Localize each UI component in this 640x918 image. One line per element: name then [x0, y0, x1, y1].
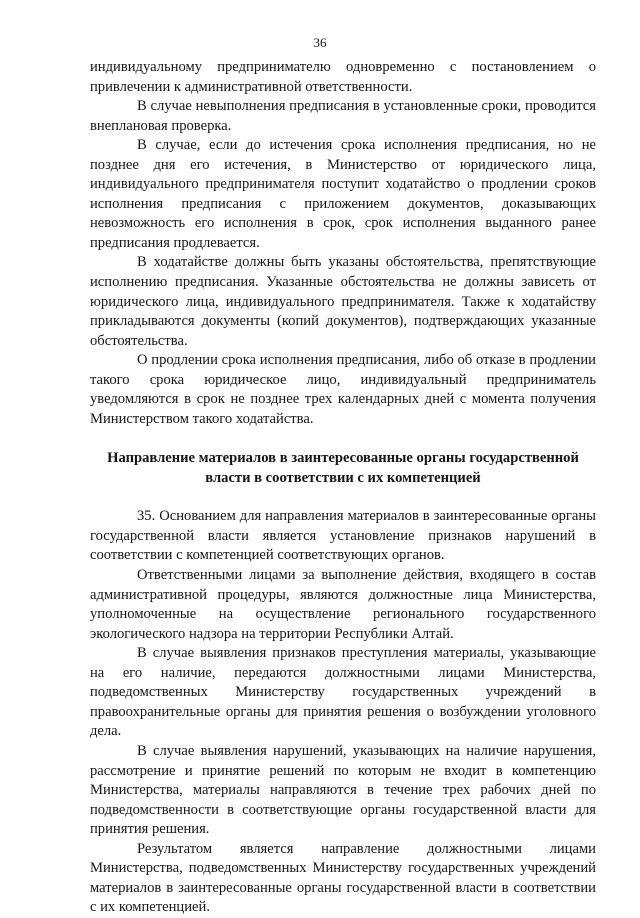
paragraph-responsible-persons: Ответственными лицами за выполнение действия, входящего в состав административной процедуры, являются должностные лица Министерства, уполномоченные на осуществление регионального государственного экологического надзора на территории Республики Алтай. [90, 567, 596, 642]
paragraph-crime-signs: В случае выявления признаков преступления материалы, указывающие на его наличие, передаются должностными лицами Министерства, подведомственных Министерству государственных учреждений в правоохранительные органы для принятия решения о возбуждении уголовного дела. [90, 645, 596, 740]
section-heading: Направление материалов в заинтересованные органы государственной власти в соответствии с их компетенцией [107, 450, 579, 487]
paragraph-item-35: 35. Основанием для направления материалов в заинтересованные органы государственной власти является установление признаков нарушений в соответствии с компетенцией соответствующих органов. [90, 508, 596, 564]
paragraph-extension-notification: О продлении срока исполнения предписания, либо об отказе в продлении такого срока юридическое лицо, индивидуальный предприниматель уведомляются в срок не позднее трех календарных дней с момента получения Министерством такого ходатайства. [90, 352, 596, 427]
paragraph-unplanned-inspection: В случае невыполнения предписания в установленные сроки, проводится внеплановая проверка. [90, 98, 596, 134]
paragraph-violations-jurisdiction: В случае выявления нарушений, указывающих на наличие нарушения, рассмотрение и принятие решений по которым не входит в компетенцию Министерства, материалы направляются в течение трех рабочих дней по подведомственности в соответствующие органы государственной власти для принятия решения. [90, 742, 596, 838]
page-number: 36 [313, 35, 327, 50]
paragraph-result: Результатом является направление должностными лицами Министерства, подведомственных Министерству государственных учреждений материалов в заинтересованные органы государственной власти в соответствии с их компетенцией. [90, 840, 596, 916]
paragraph-extension-request: В случае, если до истечения срока исполнения предписания, но не позднее дня его истечения, в Министерство от юридического лица, индивидуального предпринимателя поступит ходатайство о продлении сроков исполнения предписания с приложением документов, доказывающих невозможность его исполнения в срок, срок исполнения выданного ранее предписания продлевается. [90, 137, 596, 251]
document-body [90, 58, 596, 918]
paragraph-request-circumstances: В ходатайстве должны быть указаны обстоятельства, препятствующие исполнению предписания. Указанные обстоятельства не должны зависеть от юридического лица, индивидуального предпринимателя. Также к ходатайству прикладываются документы (копий документов), подтверждающих указанные обстоятельства. [90, 254, 596, 349]
paragraph-continuation: индивидуальному предпринимателю одновременно с постановлением о привлечении к административной ответственности. [90, 59, 596, 95]
